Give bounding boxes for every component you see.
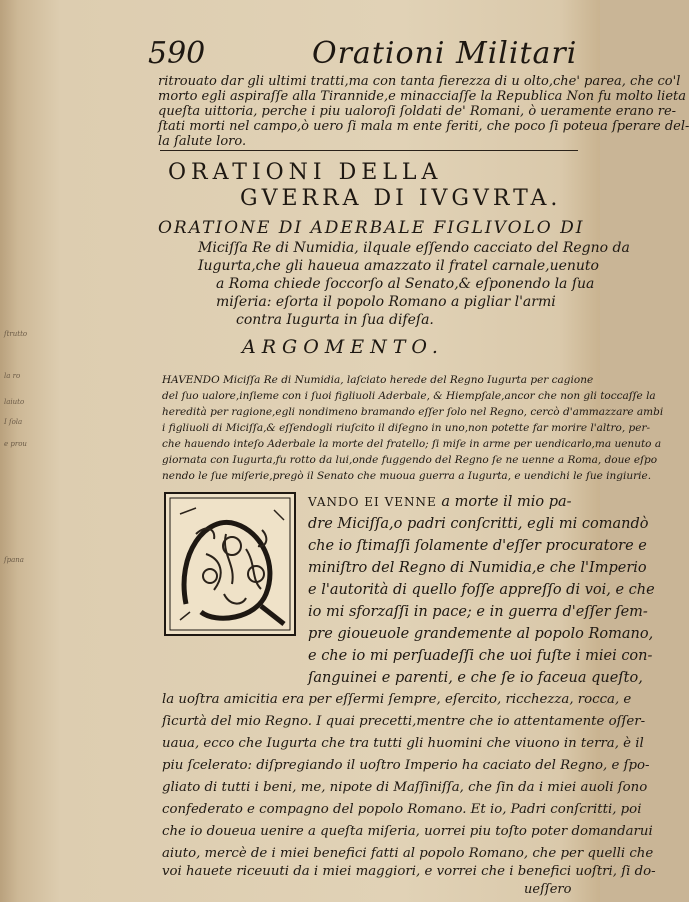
oration-title-line3: Iugurta,che gli haueua amazzato il fratel carnale,uenuto bbox=[198, 258, 599, 274]
body-line-7: pre gioueuole grandemente al popolo Romano, bbox=[308, 626, 654, 642]
argomento-line-7: nendo le ſue miſerie,pregò il Senato che muoua guerra a Iugurta, e uendichi le ſue ingiurie. bbox=[162, 470, 652, 482]
argomento-line-1: HAVENDO Miciſſa Re di Numidia, laſciato herede del Regno Iugurta per cagione bbox=[162, 374, 594, 386]
section-heading-line2: GVERRA DI IVGVRTA. bbox=[240, 186, 562, 211]
body-line-6: io mi sforzaſſi in pace; e in guerra d'eſſer ſem- bbox=[308, 604, 648, 620]
first-line-rest: a morte il mio pa- bbox=[436, 494, 572, 510]
body-line-16: che io doueua uenire a queſta miſeria, uorrei piu toſto poter domandarui bbox=[162, 824, 653, 839]
catchword: ueſſero bbox=[524, 882, 572, 897]
oration-title-line2: Miciſſa Re di Numidia, ilquale eſſendo cacciato del Regno da bbox=[198, 240, 630, 256]
body-line-11: ſicurtà del mio Regno. I quai precetti,mentre che io attentamente oſſer- bbox=[162, 714, 646, 729]
margin-note-2: la ro bbox=[4, 372, 21, 380]
body-line-9: ſanguinei e parenti, e che ſe io faceua queſto, bbox=[308, 670, 643, 686]
body-line-15: confederato e compagno del popolo Romano. Et io, Padri conſcritti, poi bbox=[162, 802, 642, 817]
body-line-5: e l'autorità di quello foſſe appreſſo di voi, e che bbox=[308, 582, 655, 598]
body-line-17: aiuto, mercè de i miei benefici fatti al popolo Romano, che per quelli che bbox=[162, 846, 654, 861]
body-line-18: voi hauete riceuuti da i miei maggiori, e vorrei che i benefici uoſtri, ſi do- bbox=[162, 864, 656, 879]
oration-title-line5: miſeria: eſorta il popolo Romano a pigliar l'armi bbox=[216, 294, 556, 310]
argomento-heading: ARGOMENTO. bbox=[242, 336, 444, 358]
page-number: 590 bbox=[148, 36, 206, 71]
margin-note-6: ſpana bbox=[4, 556, 24, 564]
decorated-initial bbox=[164, 492, 296, 636]
opening-line-1: ritrouato dar gli ultimi tratti,ma con tanta fierezza di u olto,che' parea, che co'l bbox=[158, 74, 681, 89]
running-title: Orationi Militari bbox=[312, 36, 578, 71]
body-line-3: che io ſtimaſſi ſolamente d'eſſer procuratore e bbox=[308, 538, 647, 554]
body-line-8: e che io mi perſuadeſſi che uoi fuſte i miei con- bbox=[308, 648, 653, 664]
argomento-line-3: heredità per ragione,egli nondimeno bramando eſſer ſolo nel Regno, cercò d'ammazzare ambi bbox=[162, 406, 664, 418]
section-rule bbox=[160, 150, 578, 151]
body-line-14: gliato di tutti i beni, me, nipote di Maſſiniſſa, che ſin da i miei auoli ſono bbox=[162, 780, 648, 795]
body-line-2: dre Miciſſa,o padri conſcritti, egli mi comandò bbox=[308, 516, 649, 532]
opening-line-3: queſta uittoria, perche i piu ualoroſi ſoldati de' Romani, ò ueramente erano re- bbox=[158, 104, 677, 119]
margin-note-3: laiuto bbox=[4, 398, 25, 406]
first-word: VANDO EI VENNE bbox=[308, 495, 437, 509]
opening-line-2: morto egli aspiraſſe alla Tirannide,e minacciaſſe la Republica Non fu molto lieta bbox=[158, 89, 686, 104]
oration-title-line1: ORATIONE DI ADERBALE FIGLIVOLO DI bbox=[158, 218, 585, 238]
oration-title-line6: contra Iugurta in ſua difeſa. bbox=[236, 312, 434, 328]
margin-note-1: ſtrutto bbox=[4, 330, 28, 338]
body-line-4: miniſtro del Regno di Numidia,e che l'Imperio bbox=[308, 560, 647, 576]
margin-note-5: e prou bbox=[4, 440, 27, 448]
body-line-12: uaua, ecco che Iugurta che tra tutti gli huomini che viuono in terra, è il bbox=[162, 736, 644, 751]
body-line-1 bbox=[308, 494, 572, 510]
body-line-10: la uoſtra amicitia era per eſſermi ſempre, eſercito, ricchezza, rocca, e bbox=[162, 692, 632, 707]
argomento-line-4: i figliuoli di Miciſſa,& eſſendogli riuſcito il diſegno in uno,non potette far morire l'altro, per- bbox=[162, 422, 651, 434]
section-heading-line1: ORATIONI DELLA bbox=[168, 160, 443, 185]
floral-initial-illustration bbox=[166, 494, 294, 634]
argomento-line-5: che hauendo inteſo Aderbale la morte del fratello; ſi miſe in arme per uendicarlo,ma uenuto a bbox=[162, 438, 662, 450]
argomento-line-6: giornata con Iugurta,fu rotto da lui,onde fuggendo del Regno ſe ne uenne a Roma, doue eſpo bbox=[162, 454, 658, 466]
argomento-line-2: del ſuo ualore,inſieme con i ſuoi figliuoli Aderbale, & Hiempſale,ancor che non gli toccaſſe la bbox=[162, 390, 656, 402]
margin-note-4: I ſola bbox=[4, 418, 23, 426]
oration-title-line4: a Roma chiede ſoccorſo al Senato,& eſponendo la ſua bbox=[216, 276, 595, 292]
opening-line-4: ſtati morti nel campo,ò uero ſi mala m ente feriti, che poco ſi poteua ſperare del- bbox=[158, 119, 689, 134]
body-line-13: piu ſcelerato: diſpregiando il uoſtro Imperio ha caciato del Regno, e ſpo- bbox=[162, 758, 650, 773]
opening-line-5: la ſalute loro. bbox=[158, 134, 247, 149]
